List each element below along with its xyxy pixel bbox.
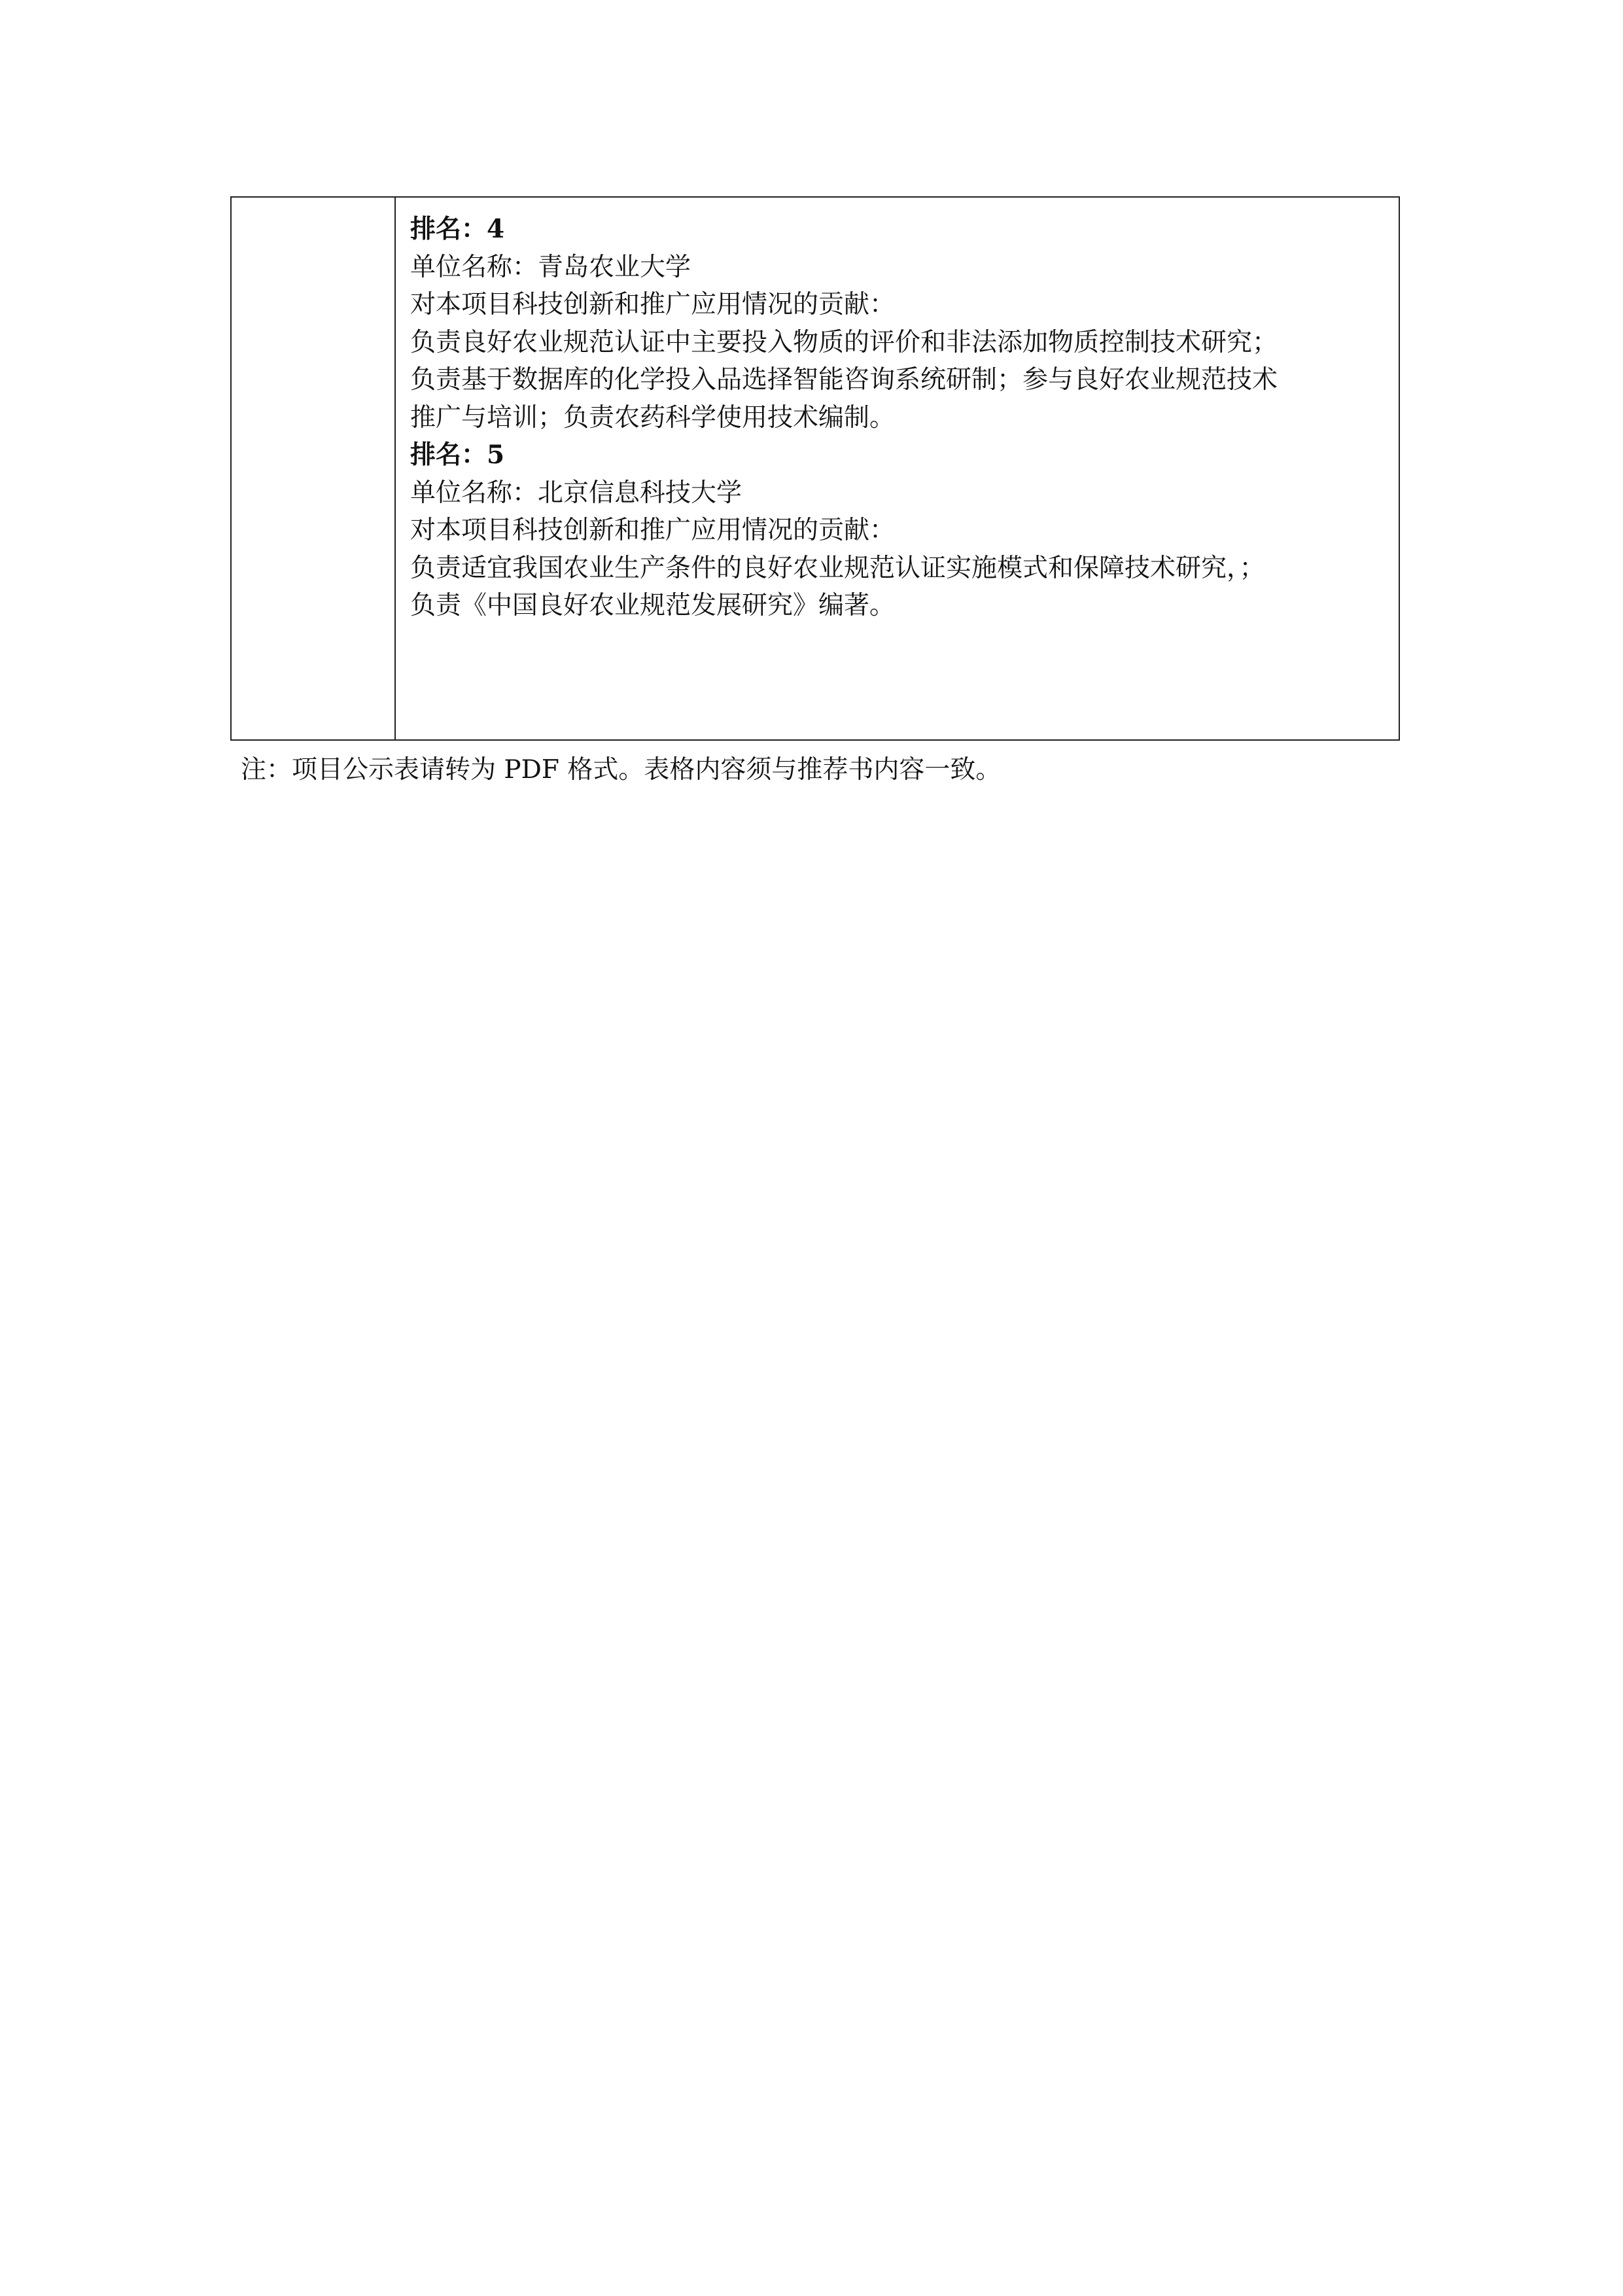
contribution-line: 负责基于数据库的化学投入品选择智能咨询系统研制；参与良好农业规范技术 [410,365,1278,395]
rank-label: 排名：5 [410,440,505,470]
contribution-line: 负责《中国良好农业规范发展研究》编著。 [410,591,896,620]
contribution-heading: 对本项目科技创新和推广应用情况的贡献： [410,290,896,319]
contribution-heading: 对本项目科技创新和推广应用情况的贡献： [410,516,896,545]
contribution-line: 推广与培训；负责农药科学使用技术编制。 [410,402,896,433]
contribution-line: 负责适宜我国农业生产条件的良好农业规范认证实施模式和保障技术研究，； [410,553,1265,583]
contributing-units-table [230,196,1400,741]
unit-entry-5 [410,436,1391,625]
table-label-cell [232,198,396,739]
unit-name: 单位名称：北京信息科技大学 [410,478,742,508]
contribution-line: 负责良好农业规范认证中主要投入物质的评价和非法添加物质控制技术研究； [410,327,1278,357]
table-content-cell [396,198,1399,739]
unit-entry-4 [410,211,1391,436]
unit-name: 单位名称：青岛农业大学 [410,252,691,282]
footnote: 注：项目公示表请转为 PDF 格式。表格内容须与推荐书内容一致。 [241,755,1002,785]
rank-label: 排名：4 [410,214,505,244]
